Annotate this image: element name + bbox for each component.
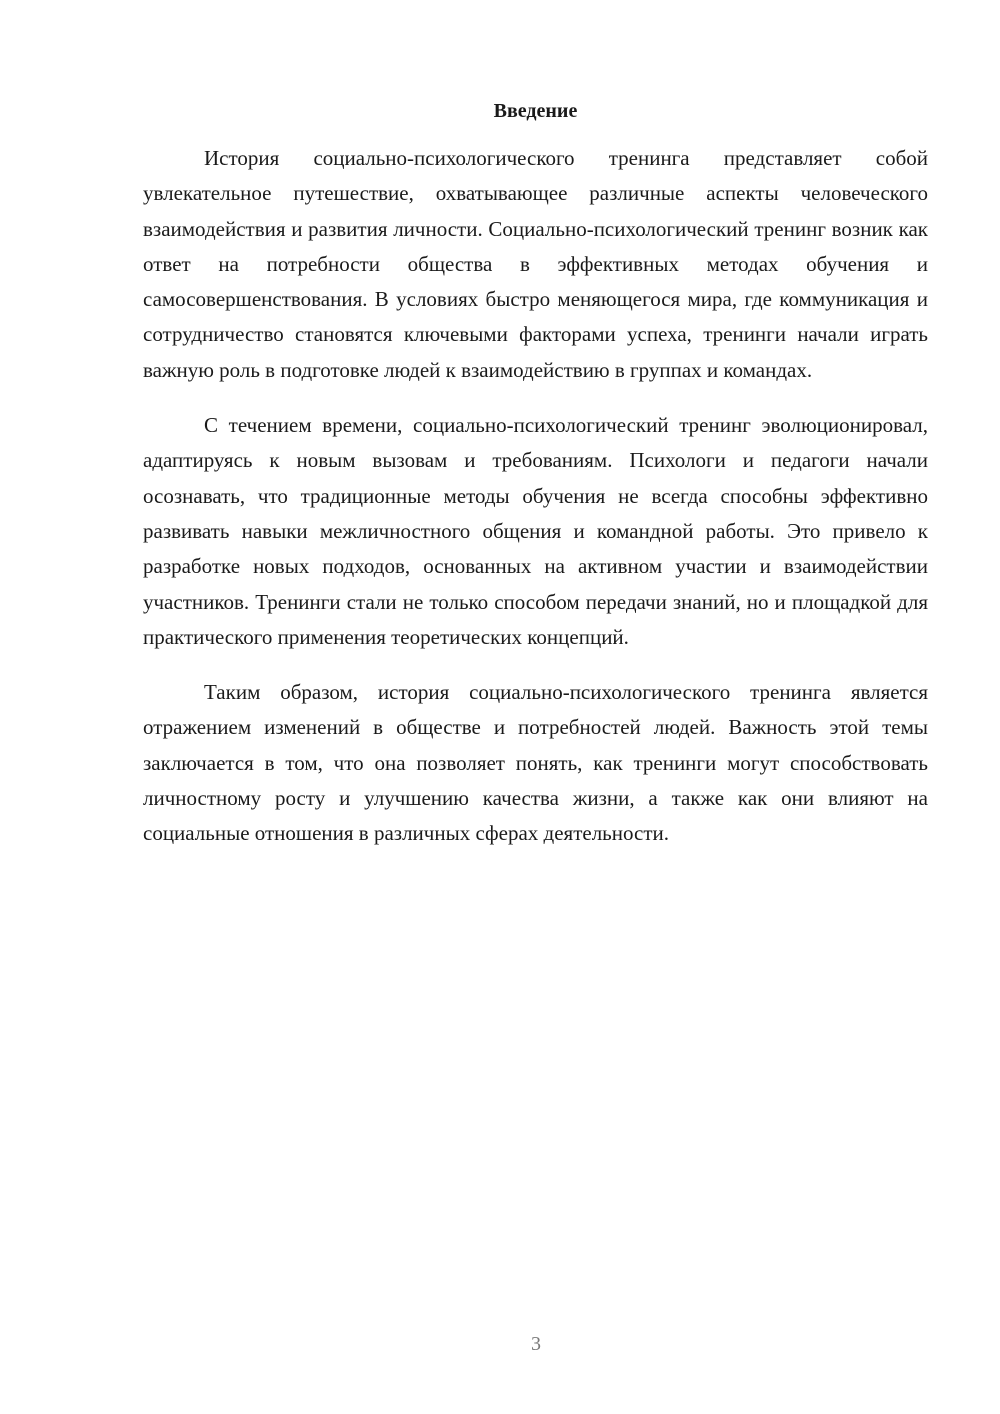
page-number: 3 bbox=[531, 1333, 541, 1355]
paragraph-2: С течением времени, социально-психологический тренинг эволюционировал, адаптируясь к новым вызовам и требованиям. Психологи и педагоги начали осознавать, что традиционные методы обучения не всегда способны эффективно развивать навыки межличностного общения и командной работы. Это привело к разработке новых подходов, основанных на активном участии и взаимодействии участников. Тренинги стали не только способом передачи знаний, но и площадкой для практического применения теоретических концепций. bbox=[143, 413, 928, 649]
page-content bbox=[143, 94, 928, 872]
section-heading: Введение bbox=[493, 100, 578, 122]
paragraph-1: История социально-психологического тренинга представляет собой увлекательное путешествие, охватывающее различные аспекты человеческого взаимодействия и развития личности. Социально-психологический тренинг возник как ответ на потребности общества в эффективных методах обучения и самосовершенствования. В условиях быстро меняющегося мира, где коммуникация и сотрудничество становятся ключевыми факторами успеха, тренинги начали играть важную роль в подготовке людей к взаимодействию в группах и командах. bbox=[143, 146, 928, 382]
paragraph-3: Таким образом, история социально-психологического тренинга является отражением изменений в обществе и потребностей людей. Важность этой темы заключается в том, что она позволяет понять, как тренинги могут способствовать личностному росту и улучшению качества жизни, а также как они влияют на социальные отношения в различных сферах деятельности. bbox=[143, 680, 928, 846]
